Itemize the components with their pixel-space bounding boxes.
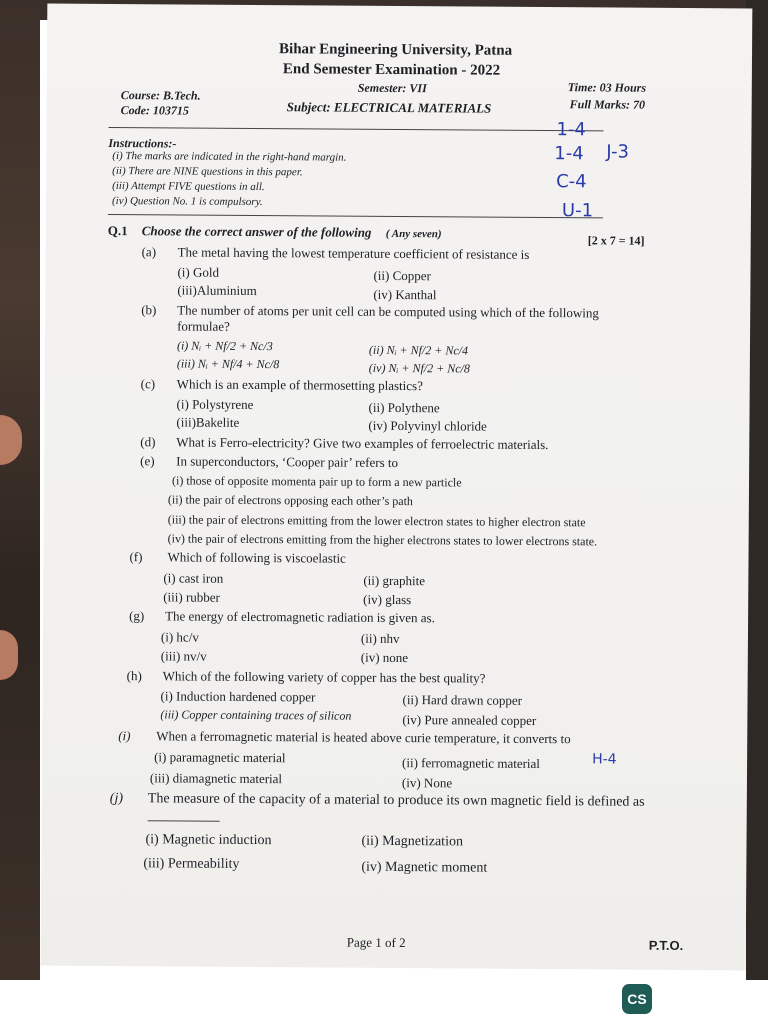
instructions-title: Instructions:- <box>108 135 177 151</box>
qe-option-2: (ii) the pair of electrons opposing each other’s path <box>167 492 413 509</box>
handwritten-note-3: J-3 <box>606 141 630 163</box>
qf-label: (f) <box>129 549 143 565</box>
qj-option-4: (iv) Magnetic moment <box>361 859 488 876</box>
time: Time: 03 Hours <box>567 80 647 95</box>
qc-option-4: (iv) Polyvinyl chloride <box>368 417 487 434</box>
qj-question: The measure of the capacity of a material to produce its own magnetic field is defined as <box>147 791 645 810</box>
qh-option-3: (iii) Copper containing traces of silicon <box>160 707 352 723</box>
background-left <box>0 0 40 980</box>
instruction-4: (iv) Question No. 1 is compulsory. <box>111 195 263 209</box>
qc-option-2: (ii) Polythene <box>368 399 440 416</box>
qa-label: (a) <box>141 244 157 260</box>
qb-option-3: (iii) Nᵢ + Nf/4 + Nc/8 <box>176 356 280 372</box>
qf-option-1: (i) cast iron <box>163 570 224 586</box>
qc-option-3: (iii)Bakelite <box>176 414 240 430</box>
qj-option-3: (iii) Permeability <box>143 856 240 872</box>
qg-option-4: (iv) none <box>360 649 409 666</box>
qe-option-3: (iii) the pair of electrons emitting from the lower electron states to higher electron state <box>167 512 586 530</box>
qh-option-1: (i) Induction hardened copper <box>160 688 316 705</box>
q1-marks: [2 x 7 = 14] <box>587 233 645 248</box>
handwritten-note-2: 1-4 <box>554 143 584 165</box>
qb-question-2: formulae? <box>177 318 230 334</box>
handwritten-note-5: U-1 <box>561 200 594 222</box>
qi-label: (i) <box>118 728 131 744</box>
answer-blank <box>148 820 220 822</box>
qb-label: (b) <box>141 302 157 318</box>
instruction-3: (iii) Attempt FIVE questions in all. <box>112 180 265 194</box>
divider-top <box>108 127 603 131</box>
qe-question: In superconductors, ‘Cooper pair’ refers to <box>176 453 399 471</box>
qf-option-4: (iv) glass <box>363 591 412 608</box>
qa-option-3: (iii)Aluminium <box>177 282 257 299</box>
qd-question: What is Ferro-electricity? Give two examples of ferroelectric materials. <box>176 434 549 453</box>
divider-instructions <box>108 214 603 218</box>
qb-question: The number of atoms per unit cell can be computed using which of the following <box>177 302 599 321</box>
qg-option-3: (iii) nv/v <box>160 648 207 664</box>
full-marks: Full Marks: 70 <box>569 97 646 112</box>
subject: Subject: ELECTRICAL MATERIALS <box>286 99 492 116</box>
university-name: Bihar Engineering University, Patna <box>278 41 513 59</box>
qh-question: Which of the following variety of copper has the best quality? <box>162 668 486 686</box>
qd-label: (d) <box>140 434 156 450</box>
q1-number: Q.1 <box>107 222 128 239</box>
qg-option-2: (ii) nhv <box>360 630 400 647</box>
qg-option-1: (i) hc/v <box>160 629 199 645</box>
qi-option-4: (iv) None <box>401 775 453 791</box>
qe-label: (e) <box>140 453 155 469</box>
qh-option-2: (ii) Hard drawn copper <box>402 692 523 708</box>
page-number: Page 1 of 2 <box>346 934 406 951</box>
qj-option-1: (i) Magnetic induction <box>145 832 272 849</box>
code: Code: 103715 <box>120 103 190 118</box>
camscanner-icon: CS <box>622 984 652 1014</box>
qb-option-2: (ii) Nᵢ + Nf/2 + Nc/4 <box>368 342 469 358</box>
qh-label: (h) <box>126 668 142 684</box>
qi-option-3: (iii) diamagnetic material <box>149 770 283 787</box>
qi-question: When a ferromagnetic material is heated above curie temperature, it converts to <box>156 728 571 747</box>
exam-title: End Semester Examination - 2022 <box>282 61 501 79</box>
handwritten-note-1: 1-4 <box>556 119 586 141</box>
pto: P.T.O. <box>648 937 684 954</box>
qg-label: (g) <box>129 608 145 624</box>
qi-option-2: (ii) ferromagnetic material <box>402 755 541 772</box>
semester: Semester: VII <box>357 80 427 96</box>
exam-paper <box>41 4 753 971</box>
instruction-2: (ii) There are NINE questions in this paper. <box>112 165 303 179</box>
qa-option-1: (i) Gold <box>177 264 220 280</box>
q1-note: ( Any seven) <box>385 227 442 241</box>
qc-question: Which is an example of thermosetting plastics? <box>176 376 423 394</box>
qb-option-1: (i) Nᵢ + Nf/2 + Nc/3 <box>176 338 273 354</box>
qc-label: (c) <box>140 376 156 392</box>
qf-question: Which of following is viscoelastic <box>167 549 346 566</box>
qi-option-1: (i) paramagnetic material <box>154 749 286 766</box>
q1-title: Choose the correct answer of the following <box>141 223 372 240</box>
qa-option-2: (ii) Copper <box>373 267 431 284</box>
handwritten-note-4: C-4 <box>556 171 587 193</box>
qh-option-4: (iv) Pure annealed copper <box>402 712 537 728</box>
handwritten-note-6: H-4 <box>592 751 617 768</box>
qc-option-1: (i) Polystyrene <box>176 396 254 412</box>
instruction-1: (i) The marks are indicated in the right-hand margin. <box>112 150 347 164</box>
qg-question: The energy of electromagnetic radiation is given as. <box>165 608 435 626</box>
qe-option-4: (iv) the pair of electrons emitting from the higher electrons states to lower electrons state. <box>167 531 598 549</box>
qe-option-1: (i) those of opposite momenta pair up to form a new particle <box>171 473 462 490</box>
qb-option-4: (iv) Nᵢ + Nf/2 + Nc/8 <box>368 360 470 376</box>
course: Course: B.Tech. <box>120 88 201 103</box>
qf-option-3: (iii) rubber <box>163 589 220 605</box>
qj-label: (j) <box>109 791 124 807</box>
qa-question: The metal having the lowest temperature coefficient of resistance is <box>177 244 530 262</box>
qa-option-4: (iv) Kanthal <box>373 286 437 303</box>
qj-option-2: (ii) Magnetization <box>361 833 464 850</box>
qf-option-2: (ii) graphite <box>363 572 426 589</box>
